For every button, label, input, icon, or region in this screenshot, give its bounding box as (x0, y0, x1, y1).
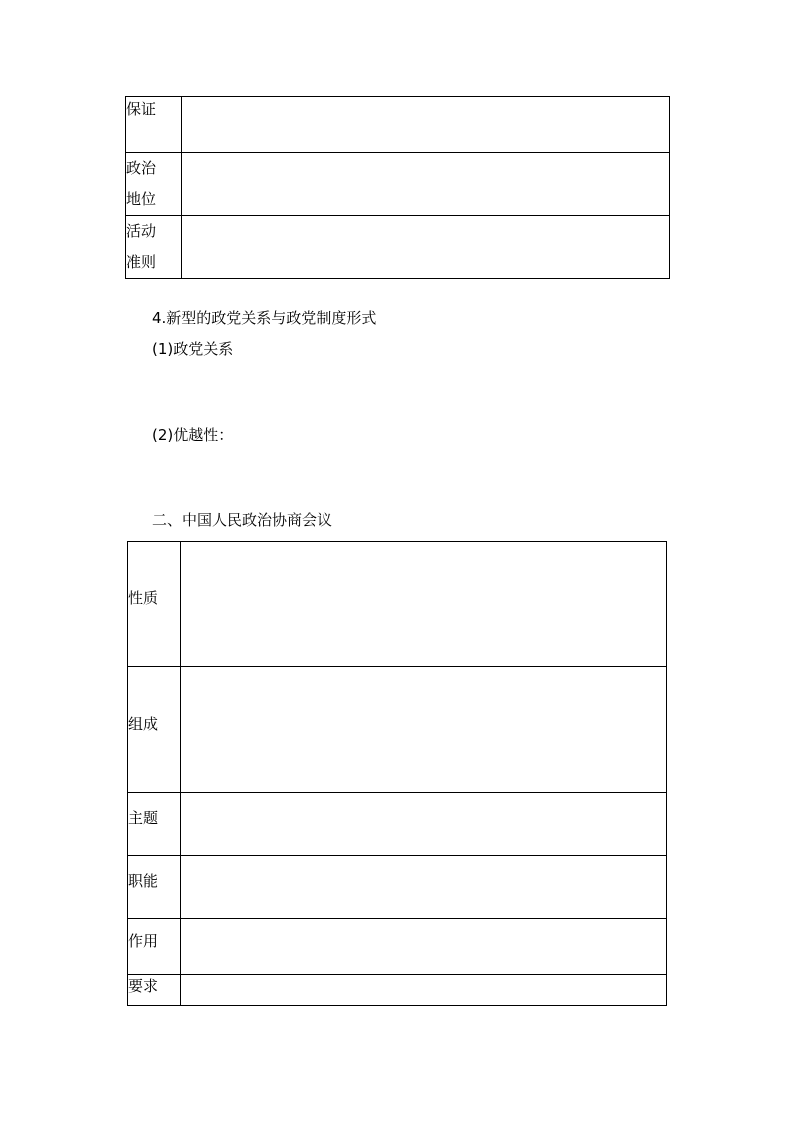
row-label-cell (128, 542, 181, 667)
section-title: 二、中国人民政治协商会议 (152, 511, 333, 529)
row-label: 政治 地位 (126, 159, 157, 208)
table-party-role (125, 96, 670, 279)
row-label-cell (126, 216, 182, 279)
table-row (128, 542, 667, 667)
fill-in-cell[interactable] (181, 542, 667, 667)
sub-item-party-relations: (1)政党关系 (152, 340, 234, 358)
row-label: 保证 (126, 100, 157, 118)
fill-in-cell[interactable] (181, 919, 667, 975)
fill-in-cell[interactable] (181, 975, 667, 1006)
fill-in-cell[interactable] (182, 153, 670, 216)
table-row (128, 975, 667, 1006)
table-row (126, 216, 670, 279)
fill-in-cell[interactable] (181, 856, 667, 919)
row-label: 主题 (128, 809, 159, 827)
row-label-cell (128, 793, 181, 856)
table-row (128, 919, 667, 975)
row-label: 活动 准则 (126, 222, 157, 271)
fill-in-cell[interactable] (182, 97, 670, 153)
row-label-cell (126, 153, 182, 216)
table-row (128, 793, 667, 856)
row-label: 要求 (128, 977, 159, 995)
section-heading: 4.新型的政党关系与政党制度形式 (152, 309, 377, 327)
fill-in-cell[interactable] (182, 216, 670, 279)
row-label-cell (128, 856, 181, 919)
row-label-cell (128, 975, 181, 1006)
row-label: 组成 (128, 715, 159, 733)
table-row (128, 856, 667, 919)
row-label-cell (128, 667, 181, 793)
row-label-cell (128, 919, 181, 975)
row-label: 作用 (128, 932, 159, 950)
table-row (126, 97, 670, 153)
row-label-cell (126, 97, 182, 153)
row-label: 职能 (128, 872, 159, 890)
table-row (128, 667, 667, 793)
fill-in-cell[interactable] (181, 667, 667, 793)
fill-in-cell[interactable] (181, 793, 667, 856)
sub-item-advantages: (2)优越性： (152, 426, 234, 444)
table-row (126, 153, 670, 216)
row-label: 性质 (128, 589, 159, 607)
table-cppcc (127, 541, 667, 1006)
